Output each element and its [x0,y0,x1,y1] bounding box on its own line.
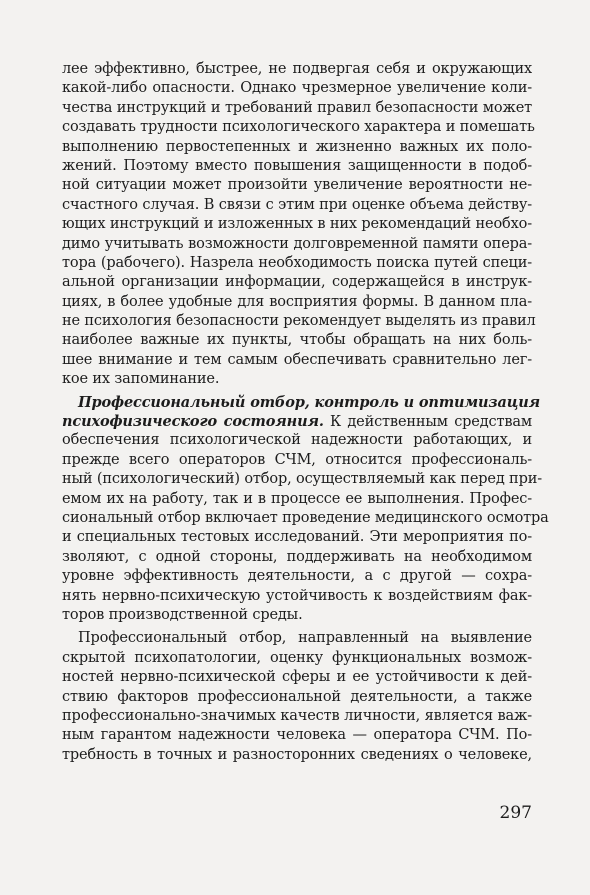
text-line: не психология безопасности рекомендует выделять из правил [62,313,536,330]
text-line: нять нервно-психическую устойчивость к воздействиям фак- [62,587,532,604]
text-line: торов производственной среды. [62,606,303,623]
paragraph-2 [62,393,549,626]
text-line: профессионально-значимых качеств личности, является важ- [62,707,532,724]
text-line: ным гарантом надежности человека — оператора СЧМ. По- [62,727,532,744]
text-run: К действенным средствам [330,414,532,431]
text-line: шее внимание и тем самым обеспечивать сравнительно лег- [62,351,532,368]
text-line: ный (психологический) отбор, осуществляемый как перед при- [62,471,542,488]
body-text [62,60,549,765]
text-line: димо учитывать возможности долговременной памяти опера- [62,235,532,252]
page-number: 297 [499,803,532,823]
text-line: какой-либо опасности. Однако чрезмерное увеличение коли- [62,80,532,97]
text-line: альной организации информации, содержащейся в инструк- [62,274,532,291]
text-line: счастного случая. В связи с этим при оценке объема действу- [62,196,532,213]
paragraph-3 [62,629,532,765]
text-line: тора (рабочего). Назрела необходимость поиска путей специ- [62,254,532,271]
text-line [62,393,541,412]
text-line: циях, в более удобные для восприятия формы. В данном пла- [62,293,532,310]
text-line: кое их запоминание. [62,371,220,388]
text-line: обеспечения психологической надежности работающих, и [62,432,532,449]
text-line: жений. Поэтому вместо повышения защищенности в подоб- [62,157,532,174]
text-line: Профессиональный отбор, направленный на выявление [78,630,532,647]
text-line: ющих инструкций и изложенных в них рекомендаций необхо- [62,216,532,233]
text-line: ной ситуации может произойти увеличение вероятности не- [62,177,532,194]
text-line: скрытой психопатологии, оценку функциональных возмож- [62,649,532,666]
text-line: наиболее важные их пункты, чтобы обращать на них боль- [62,332,532,349]
text-line: и специальных тестовых исследований. Эти мероприятия по- [62,529,532,546]
text-line: выполнению первостепенных и жизненно важных их поло- [62,138,532,155]
text-line [62,412,532,431]
text-line: сиональный отбор включает проведение медицинского осмотра [62,509,549,526]
text-line: ностей нервно-психической сферы и ее устойчивости к дей- [62,669,532,686]
section-heading: психофизического состояния. [62,413,324,431]
text-line: зволяют, с одной стороны, поддерживать на необходимом [62,548,532,565]
text-line: создавать трудности психологического характера и помешать [62,119,535,136]
text-line: чества инструкций и требований правил безопасности может [62,99,532,116]
paragraph-1 [62,60,536,390]
section-heading: Профессиональный отбор, контроль и оптимизация [78,393,541,411]
text-line: лее эффективно, быстрее, не подвергая себя и окружающих [62,61,532,77]
text-line: требность в точных и разносторонних сведениях о человеке, [62,746,532,763]
text-line: уровне эффективность деятельности, а с другой — сохра- [62,568,532,585]
text-line: емом их на работу, так и в процессе ее выполнения. Профес- [62,490,532,507]
text-line: ствию факторов профессиональной деятельности, а также [62,688,532,705]
text-line: прежде всего операторов СЧМ, относится профессиональ- [62,451,532,468]
